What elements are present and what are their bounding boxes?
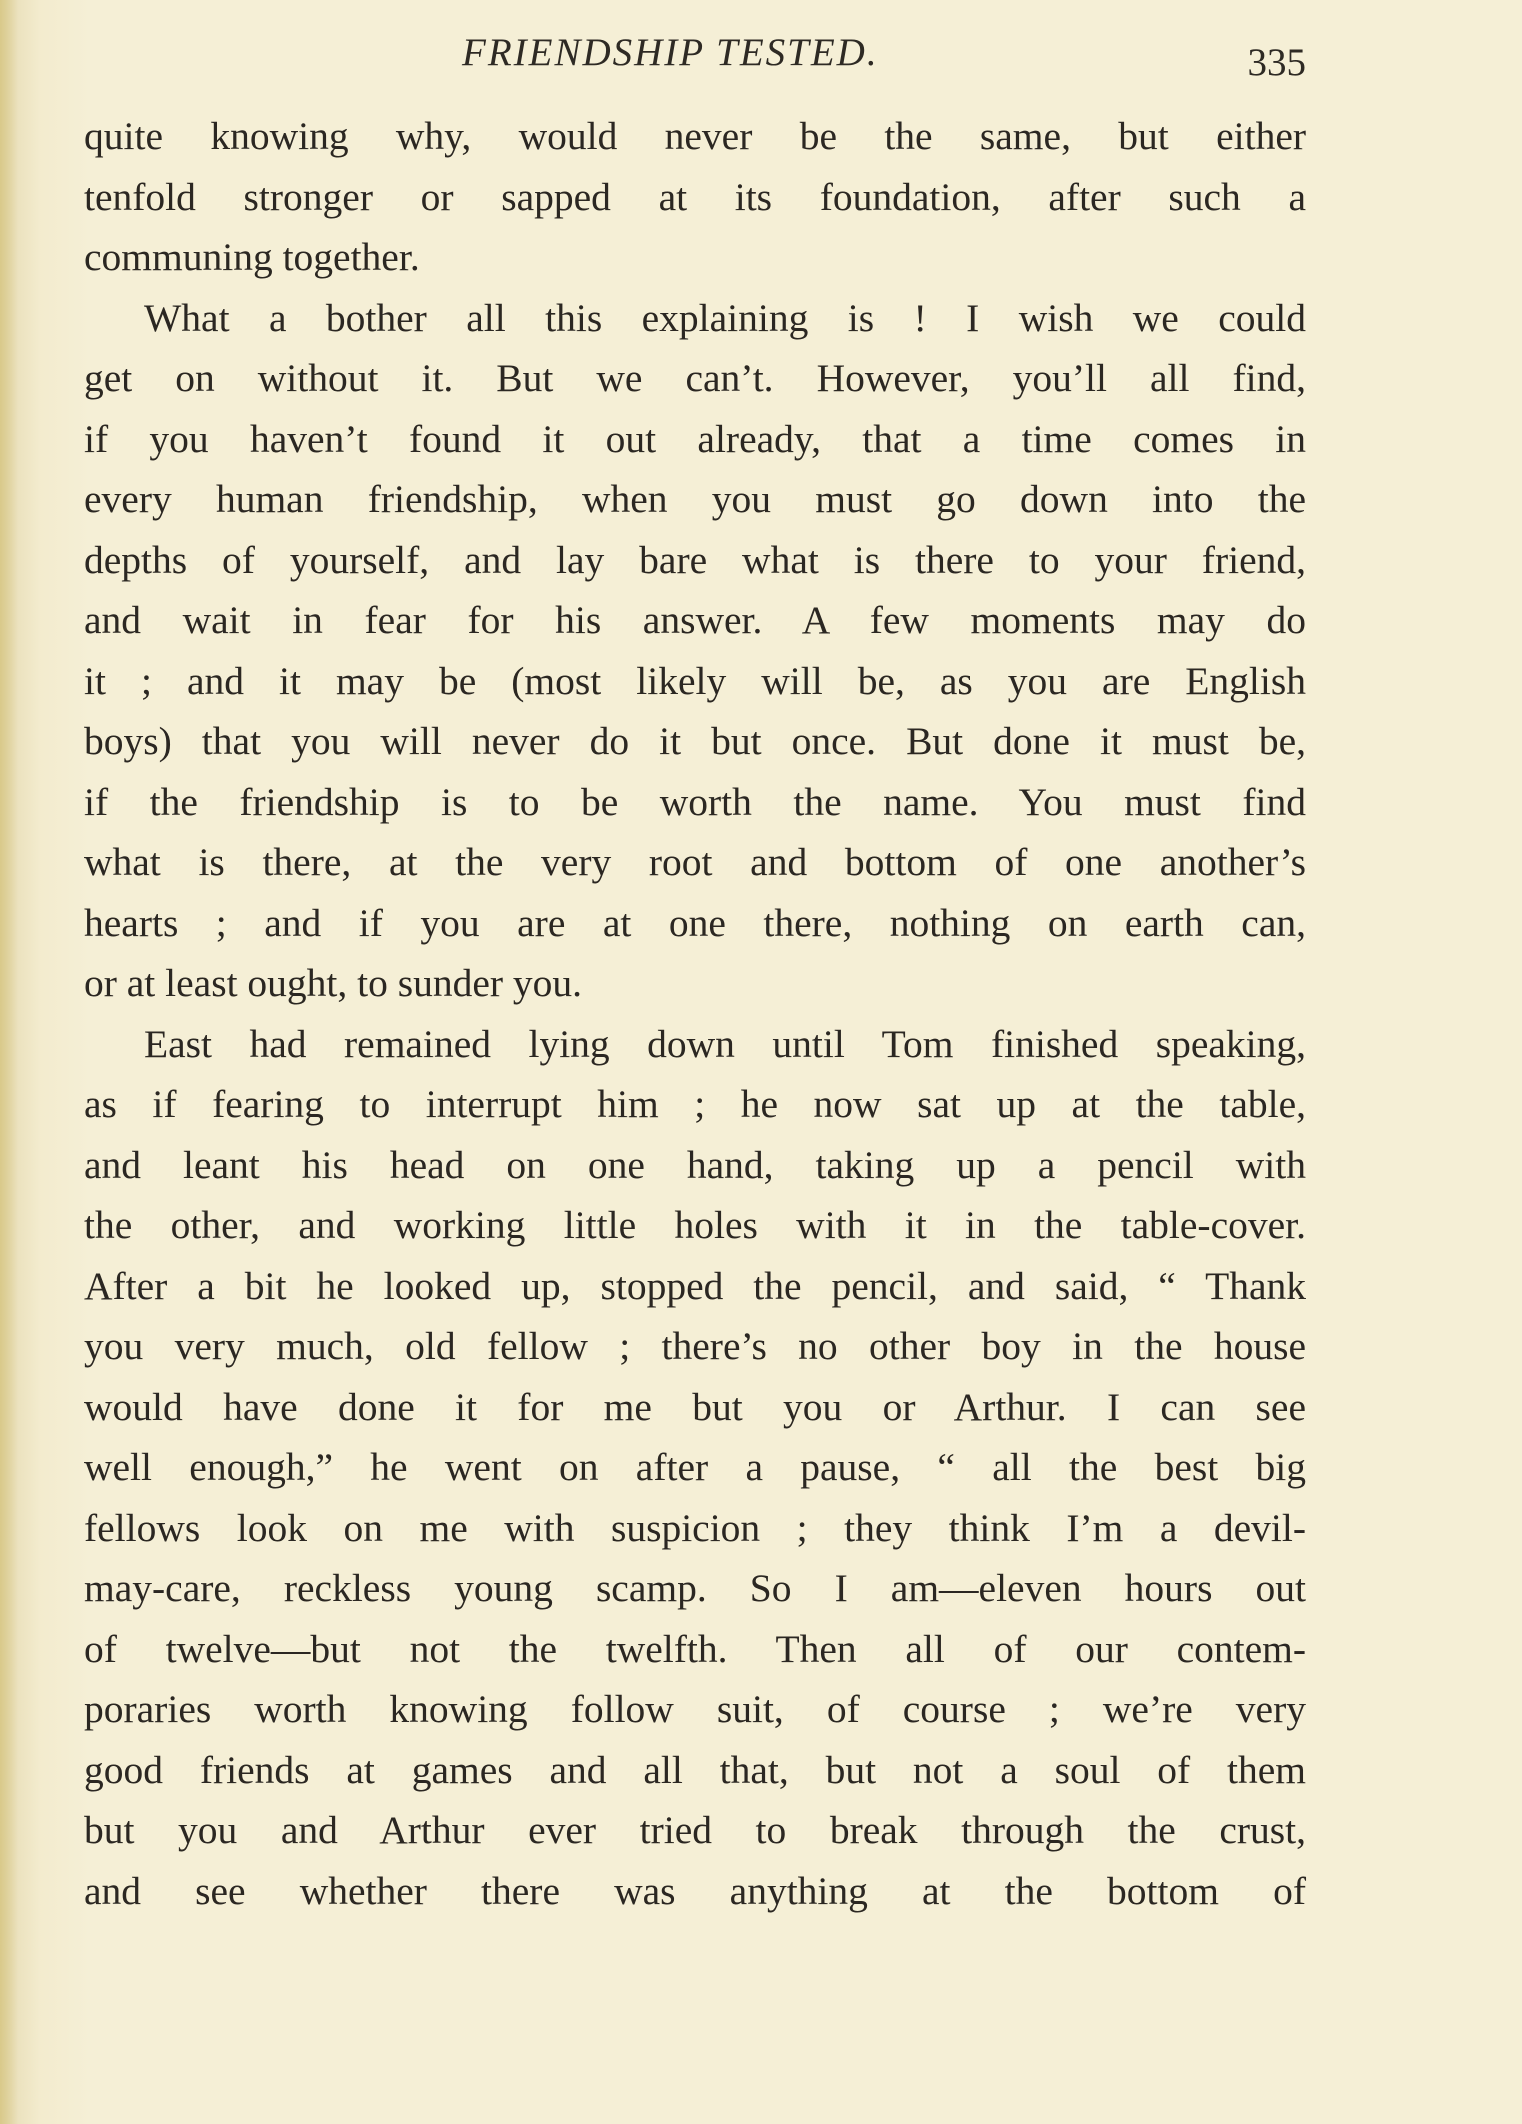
text-line: boys) that you will never do it but once. But done it must be, — [84, 719, 1306, 763]
text-line: you very much, old fellow ; there’s no other boy in the house — [84, 1324, 1306, 1368]
text-line: and wait in fear for his answer. A few moments may do — [84, 598, 1306, 642]
text-line: what is there, at the very root and bottom of one another’s — [84, 840, 1306, 884]
text-line: East had remained lying down until Tom finished speaking, — [144, 1021, 1306, 1066]
text-line: well enough,” he went on after a pause, “ all the best big — [84, 1445, 1306, 1489]
text-line: tenfold stronger or sapped at its foundation, after such a — [84, 174, 1306, 219]
text-line: if the friendship is to be worth the name. You must find — [84, 779, 1306, 824]
text-line: communing together. — [84, 235, 420, 279]
text-line: as if fearing to interrupt him ; he now sat up at the table, — [84, 1082, 1306, 1126]
text-line: fellows look on me with suspicion ; they think I’m a devil- — [84, 1505, 1306, 1550]
text-line: good friends at games and all that, but not a soul of them — [84, 1747, 1306, 1792]
body-text — [84, 106, 1306, 1921]
text-line: quite knowing why, would never be the same, but either — [84, 114, 1306, 158]
running-title: FRIENDSHIP TESTED. — [462, 31, 879, 74]
text-line: depths of yourself, and lay bare what is there to your friend, — [84, 537, 1306, 582]
text-line: the other, and working little holes with it in the table-cover. — [84, 1203, 1306, 1247]
page-number: 335 — [1247, 41, 1306, 84]
page-header — [84, 18, 1306, 88]
text-line: get on without it. But we can’t. However, you’ll all find, — [84, 356, 1306, 400]
text-line: and leant his head on one hand, taking up a pencil with — [84, 1142, 1306, 1187]
text-line: hearts ; and if you are at one there, nothing on earth can, — [84, 900, 1306, 945]
text-line: or at least ought, to sunder you. — [84, 961, 583, 1005]
text-line: poraries worth knowing follow suit, of course ; we’re very — [84, 1687, 1306, 1731]
text-line: of twelve—but not the twelfth. Then all of our contem- — [84, 1626, 1306, 1671]
text-line: but you and Arthur ever tried to break through the crust, — [84, 1808, 1306, 1852]
text-line: What a bother all this explaining is ! I wish we could — [144, 295, 1306, 340]
text-line: may-care, reckless young scamp. So I am—eleven hours out — [84, 1566, 1306, 1610]
text-line: it ; and it may be (most likely will be, as you are English — [84, 658, 1306, 703]
text-line: and see whether there was anything at the bottom of — [84, 1868, 1306, 1913]
page-gutter-shadow — [0, 0, 18, 2124]
text-line: After a bit he looked up, stopped the pencil, and said, “ Thank — [84, 1263, 1306, 1308]
text-line: would have done it for me but you or Arthur. I can see — [84, 1384, 1306, 1429]
text-line: every human friendship, when you must go down into the — [84, 477, 1306, 521]
text-line: if you haven’t found it out already, that a time comes in — [84, 416, 1306, 461]
